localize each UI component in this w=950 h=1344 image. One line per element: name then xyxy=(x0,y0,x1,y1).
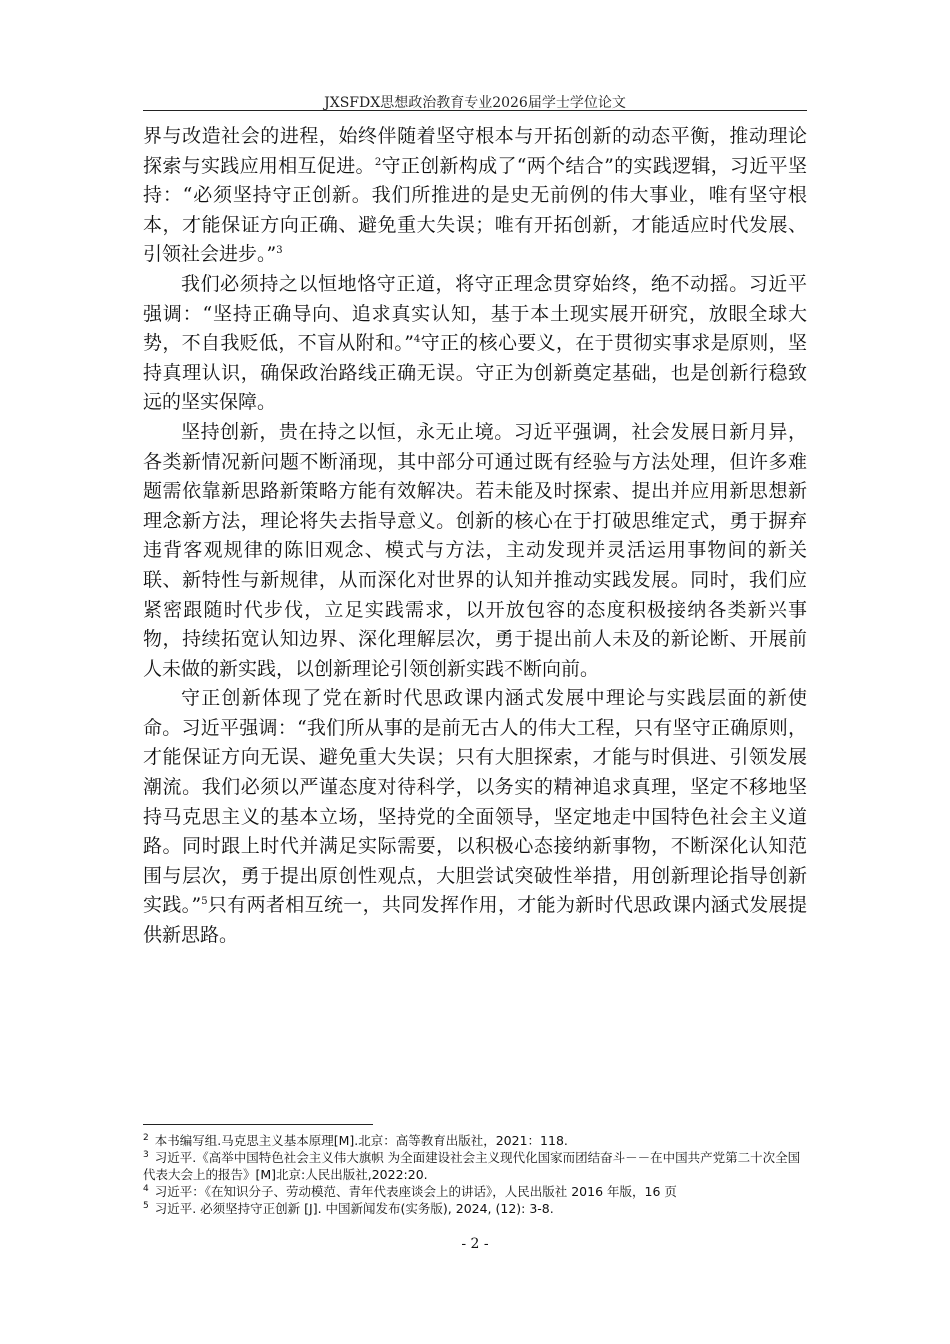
footnote-text: 习近平.《高举中国特色社会主义伟大旗帜 为全面建设社会主义现代化国家而团结奋斗－－在中国共产党第二十次全国代表大会上的报告》[M]北京:人民出版社,2022:20. xyxy=(143,1150,801,1182)
footnote-number: 2 xyxy=(143,1133,149,1143)
paragraph-text: 只有两者相互统一，共同发挥作用，才能为新时代思政课内涵式发展提供新思路。 xyxy=(143,894,807,947)
footnote-ref: 3 xyxy=(276,245,283,257)
footnote-text: 习近平. 必须坚持守正创新 [J]. 中国新闻发布(实务版), 2024, (12): 3-8. xyxy=(154,1201,554,1216)
footnote-text: 本书编写组.马克思主义基本原理[M].北京：高等教育出版社，2021：118. xyxy=(154,1133,568,1148)
footnote-ref: 5 xyxy=(201,896,208,908)
footnote-number: 5 xyxy=(143,1201,149,1211)
footnote-ref: 2 xyxy=(374,156,382,168)
footnote-number: 4 xyxy=(143,1184,149,1194)
paragraph-text: 界与改造社会的进程，始终伴随着坚守根本与开拓创新的动态平衡，推动理论探索与实践应用相互促进。 xyxy=(143,125,807,177)
footnote-item xyxy=(143,1132,807,1149)
paragraph xyxy=(143,684,807,950)
footnotes xyxy=(143,1132,807,1217)
header-rule xyxy=(143,110,807,111)
paragraph xyxy=(143,418,807,684)
paragraph-text: 守正创新构成了“两个结合”的实践逻辑，习近平坚持：“必须坚持守正创新。我们所推进的是史无前例的伟大事业，唯有坚守根本，才能保证方向正确、避免重大失误；唯有开拓创新，才能适应时代发展、引领社会进步。” xyxy=(143,154,807,266)
footnote-item xyxy=(143,1149,807,1183)
page-number: - 2 - xyxy=(461,1236,489,1252)
paragraph-text: 守正的核心要义，在于贯彻实事求是原则，坚持真理认识，确保政治路线正确无误。守正为创新奠定基础，也是创新行稳致远的坚实保障。 xyxy=(143,332,807,414)
footnote-item xyxy=(143,1183,807,1200)
paragraph xyxy=(143,122,807,270)
footnote-item xyxy=(143,1200,807,1217)
footnote-text: 习近平：《在知识分子、劳动模范、青年代表座谈会上的讲话》，人民出版社 2016 年版，16 页 xyxy=(154,1184,677,1199)
running-header: JXSFDX思想政治教育专业2026届学士学位论文 xyxy=(324,95,626,111)
footnote-number: 3 xyxy=(143,1150,149,1160)
paragraph-text: 坚持创新，贵在持之以恒，永无止境。习近平强调，社会发展日新月异，各类新情况新问题不断涌现，其中部分可通过既有经验与方法处理，但许多难题需依靠新思路新策略方能有效解决。若未能及时探索、提出并应用新思想新理念新方法，理论将失去指导意义。创新的核心在于打破思维定式，勇于摒弃违背客观规律的陈旧观念、模式与方法，主动发现并灵活运用事物间的新关联、新特性与新规律，从而深化对世界的认知并推动实践发展。同时，我们应紧密跟随时代步伐，立足实践需求，以开放包容的态度积极接纳各类新兴事物，持续拓宽认知边界、深化理解层次，勇于提出前人未及的新论断、开展前人未做的新实践，以创新理论引领创新实践不断向前。 xyxy=(143,420,807,680)
body-text xyxy=(143,122,807,951)
paragraph-text: 守正创新体现了党在新时代思政课内涵式发展中理论与实践层面的新使命。习近平强调：“我们所从事的是前无古人的伟大工程，只有坚守正确原则，才能保证方向无误、避免重大失误；只有大胆探索，才能与时俱进、引领发展潮流。我们必须以严谨态度对待科学，以务实的精神追求真理，坚定不移地坚持马克思主义的基本立场，坚持党的全面领导，坚定地走中国特色社会主义道路。同时跟上时代并满足实际需要，以积极心态接纳新事物，不断深化认知范围与层次，勇于提出原创性观点，大胆尝试突破性举措，用创新理论指导创新实践。” xyxy=(143,687,807,917)
paragraph-text: 我们必须持之以恒地恪守正道，将守正理念贯穿始终，绝不动摇。习近平强调：“坚持正确导向、追求真实认知，基于本土现实展开研究，放眼全球大势，不自我贬低，不盲从附和。” xyxy=(143,272,807,355)
paragraph xyxy=(143,270,807,418)
footnote-ref: 4 xyxy=(413,334,421,346)
footnote-separator xyxy=(143,1124,373,1125)
